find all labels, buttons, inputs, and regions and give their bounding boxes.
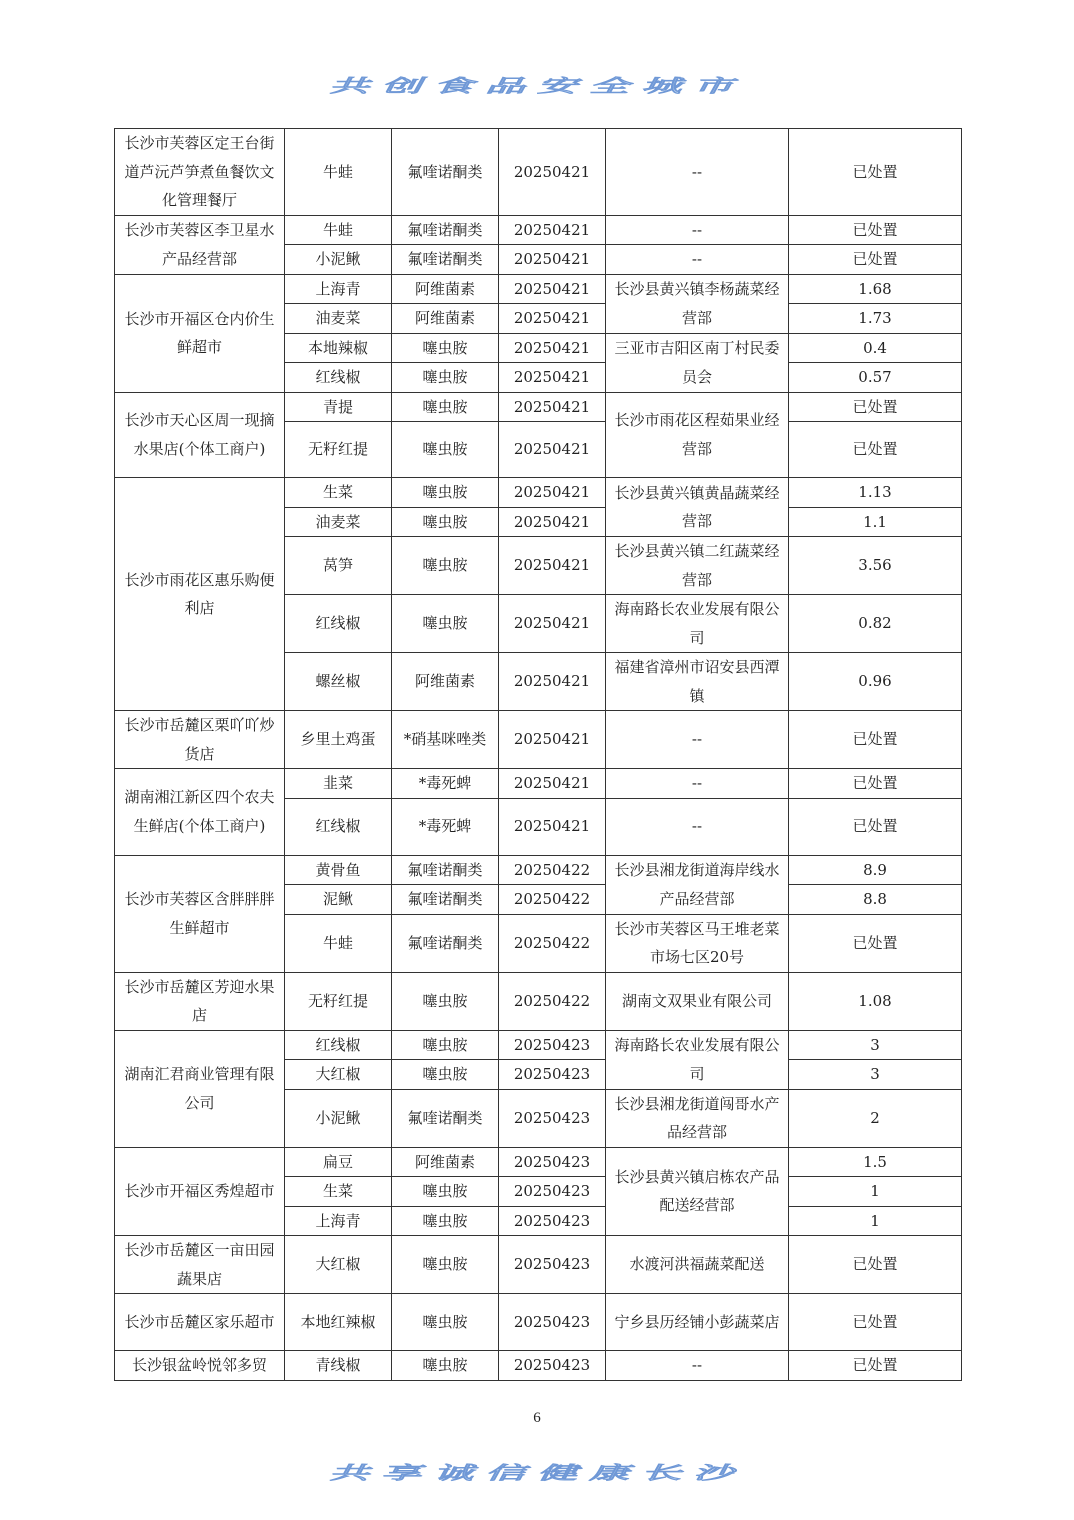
table-row [115, 392, 962, 422]
supplier-cell: 20250422 [499, 885, 606, 915]
date-cell: 20250421 [499, 653, 606, 711]
supplier-cell: 水渡河洪福蔬菜配送 [606, 1236, 789, 1294]
supplier-cell: 20250421 [499, 304, 606, 334]
food-cell: 青提 [285, 392, 392, 422]
supplier-cell: 长沙县黄兴镇启栋农产品配送经营部 [606, 1147, 789, 1236]
operator-cell: 长沙市岳麓区家乐超市 [115, 1294, 285, 1351]
supplier-cell: 20250421 [499, 363, 606, 393]
operator-cell: 长沙市岳麓区芳迎水果店 [115, 972, 285, 1030]
item-cell: 噻虫胺 [392, 478, 499, 508]
food-cell: 小泥鳅 [285, 245, 392, 275]
supplier-cell: -- [606, 129, 789, 216]
date-cell: 噻虫胺 [392, 1060, 499, 1090]
food-cell: 红线椒 [285, 798, 392, 855]
result-cell: 已处置 [789, 798, 962, 855]
table-row [115, 215, 962, 245]
item-cell: 阿维菌素 [392, 1147, 499, 1177]
date-cell: 噻虫胺 [392, 1177, 499, 1207]
result-cell: 1.08 [789, 972, 962, 1030]
supplier-cell: -- [606, 769, 789, 799]
operator-cell: 湖南汇君商业管理有限公司 [115, 1030, 285, 1147]
food-cell: 乡里土鸡蛋 [285, 711, 392, 769]
table-row [115, 855, 962, 885]
food-cell: 上海青 [285, 274, 392, 304]
result-cell: 0.96 [789, 653, 962, 711]
table-body [115, 129, 962, 1381]
operator-cell: 长沙市天心区周一现摘水果店(个体工商户) [115, 392, 285, 478]
header-slogan: 共创食品安全城市 [329, 75, 745, 97]
table-row [115, 129, 962, 216]
table-row [115, 972, 962, 1030]
result-cell: 0.82 [789, 595, 962, 653]
supplier-cell: -- [606, 1351, 789, 1381]
supplier-cell: 长沙市芙蓉区马王堆老菜市场七区20号 [606, 914, 789, 972]
result-cell: 0.57 [789, 363, 962, 393]
supplier-cell: -- [606, 798, 789, 855]
operator-cell: 长沙市开福区仓内价生鲜超市 [115, 274, 285, 392]
item-cell: 阿维菌素 [392, 274, 499, 304]
item-cell: 生菜 [285, 1177, 392, 1207]
table-row [115, 1351, 962, 1381]
date-cell: 20250423 [499, 1236, 606, 1294]
operator-cell: 长沙市雨花区惠乐购便利店 [115, 478, 285, 711]
result-cell: 3 [789, 1060, 962, 1090]
result-cell: 已处置 [789, 1236, 962, 1294]
result-cell: 已处置 [789, 129, 962, 216]
date-cell: 20250421 [499, 478, 606, 508]
date-cell: 20250422 [499, 972, 606, 1030]
supplier-cell: 湖南文双果业有限公司 [606, 972, 789, 1030]
result-cell: 已处置 [789, 392, 962, 422]
food-cell: 黄骨鱼 [285, 855, 392, 885]
item-cell: 噻虫胺 [392, 1236, 499, 1294]
date-cell: 20250421 [499, 215, 606, 245]
table-row [115, 478, 962, 508]
date-cell: 20250423 [499, 1147, 606, 1177]
result-cell: 已处置 [789, 1294, 962, 1351]
page-number: 6 [533, 1410, 541, 1426]
item-cell: 噻虫胺 [392, 1294, 499, 1351]
item-cell: 氟喹诺酮类 [392, 914, 499, 972]
result-cell: 1 [789, 1177, 962, 1207]
item-cell: 上海青 [285, 1206, 392, 1236]
date-cell: 20250421 [499, 595, 606, 653]
table-row [115, 1147, 962, 1177]
result-cell: 1.13 [789, 478, 962, 508]
food-cell: 莴笋 [285, 537, 392, 595]
result-cell: 1.1 [789, 507, 962, 537]
food-cell: 生菜 [285, 478, 392, 508]
food-cell: 本地红辣椒 [285, 1294, 392, 1351]
date-cell: 20250423 [499, 1030, 606, 1060]
item-cell: 噻虫胺 [392, 333, 499, 363]
item-cell: 阿维菌素 [392, 653, 499, 711]
date-cell: 20250421 [499, 711, 606, 769]
food-cell: 红线椒 [285, 1030, 392, 1060]
result-cell: 8.8 [789, 885, 962, 915]
food-cell: 牛蛙 [285, 129, 392, 216]
food-cell: 扁豆 [285, 1147, 392, 1177]
supplier-cell: -- [606, 245, 789, 275]
operator-cell: 长沙市芙蓉区含胖胖胖生鲜超市 [115, 855, 285, 972]
item-cell: 无籽红提 [285, 422, 392, 478]
supplier-cell: 三亚市吉阳区南丁村民委员会 [606, 333, 789, 392]
item-cell: 氟喹诺酮类 [392, 1089, 499, 1147]
result-cell: 3.56 [789, 537, 962, 595]
supplier-cell: 福建省漳州市诏安县西潭镇 [606, 653, 789, 711]
date-cell: 噻虫胺 [392, 363, 499, 393]
result-cell: 8.9 [789, 855, 962, 885]
date-cell: 噻虫胺 [392, 422, 499, 478]
result-cell: 0.4 [789, 333, 962, 363]
supplier-cell: 20250423 [499, 1206, 606, 1236]
result-cell: 1.68 [789, 274, 962, 304]
item-cell: 噻虫胺 [392, 1351, 499, 1381]
item-cell: 氟喹诺酮类 [392, 129, 499, 216]
food-cell: 红线椒 [285, 595, 392, 653]
date-cell: 噻虫胺 [392, 1206, 499, 1236]
date-cell: 阿维菌素 [392, 304, 499, 334]
food-cell: 大红椒 [285, 1236, 392, 1294]
date-cell: 20250421 [499, 537, 606, 595]
food-cell: 无籽红提 [285, 972, 392, 1030]
food-cell: 韭菜 [285, 769, 392, 799]
table-row [115, 274, 962, 304]
item-cell: 氟喹诺酮类 [392, 245, 499, 275]
result-cell: 1 [789, 1206, 962, 1236]
item-cell: 噻虫胺 [392, 537, 499, 595]
footer-slogan: 共享诚信健康长沙 [329, 1462, 745, 1484]
result-cell: 2 [789, 1089, 962, 1147]
operator-cell: 长沙市岳麓区一亩田园蔬果店 [115, 1236, 285, 1294]
result-cell: 3 [789, 1030, 962, 1060]
item-cell: 氟喹诺酮类 [392, 855, 499, 885]
supplier-cell: 20250421 [499, 507, 606, 537]
item-cell: 油麦菜 [285, 507, 392, 537]
item-cell: 泥鳅 [285, 885, 392, 915]
date-cell: 20250421 [499, 769, 606, 799]
food-cell: 牛蛙 [285, 215, 392, 245]
table-row [115, 711, 962, 769]
result-cell: 已处置 [789, 769, 962, 799]
item-cell: 噻虫胺 [392, 972, 499, 1030]
supplier-cell: 20250421 [499, 422, 606, 478]
operator-cell: 长沙市芙蓉区定王台街道芦沅芦笋煮鱼餐饮文化管理餐厅 [115, 129, 285, 216]
result-cell: 1.5 [789, 1147, 962, 1177]
table-row [115, 1294, 962, 1351]
supplier-cell: 20250423 [499, 1060, 606, 1090]
operator-cell: 长沙市开福区秀煌超市 [115, 1147, 285, 1236]
item-cell: *毒死蜱 [392, 798, 499, 855]
supplier-cell: -- [606, 215, 789, 245]
operator-cell: 长沙市岳麓区栗吖吖炒货店 [115, 711, 285, 769]
supplier-cell: 20250423 [499, 1177, 606, 1207]
item-cell: 噻虫胺 [392, 1030, 499, 1060]
supplier-cell: 长沙县湘龙街道闯哥水产品经营部 [606, 1089, 789, 1147]
supplier-cell: 长沙县黄兴镇黄晶蔬菜经营部 [606, 478, 789, 537]
date-cell: 20250421 [499, 129, 606, 216]
operator-cell: 长沙银盆岭悦邻多贸 [115, 1351, 285, 1381]
table-row [115, 769, 962, 799]
result-cell: 已处置 [789, 1351, 962, 1381]
date-cell: 20250422 [499, 914, 606, 972]
date-cell: 20250422 [499, 855, 606, 885]
item-cell: 噻虫胺 [392, 392, 499, 422]
food-cell: 小泥鳅 [285, 1089, 392, 1147]
date-cell: 20250421 [499, 798, 606, 855]
item-cell: 红线椒 [285, 363, 392, 393]
operator-cell: 长沙市芙蓉区李卫星水产品经营部 [115, 215, 285, 274]
operator-cell: 湖南湘江新区四个农夫生鲜店(个体工商户) [115, 769, 285, 856]
date-cell: 20250421 [499, 274, 606, 304]
date-cell: 20250421 [499, 245, 606, 275]
result-cell: 1.73 [789, 304, 962, 334]
result-cell: 已处置 [789, 422, 962, 478]
date-cell: 20250421 [499, 392, 606, 422]
food-cell: 牛蛙 [285, 914, 392, 972]
supplier-cell: 长沙市雨花区程茹果业经营部 [606, 392, 789, 478]
supplier-cell: -- [606, 711, 789, 769]
supplier-cell: 长沙县黄兴镇李杨蔬菜经营部 [606, 274, 789, 333]
food-cell: 本地辣椒 [285, 333, 392, 363]
item-cell: *硝基咪唑类 [392, 711, 499, 769]
result-cell: 已处置 [789, 711, 962, 769]
date-cell: 20250423 [499, 1294, 606, 1351]
supplier-cell: 长沙县黄兴镇二红蔬菜经营部 [606, 537, 789, 595]
food-cell: 青线椒 [285, 1351, 392, 1381]
item-cell: 噻虫胺 [392, 595, 499, 653]
date-cell: 20250423 [499, 1351, 606, 1381]
item-cell: 油麦菜 [285, 304, 392, 334]
supplier-cell: 海南路长农业发展有限公司 [606, 1030, 789, 1089]
result-cell: 已处置 [789, 215, 962, 245]
item-cell: 大红椒 [285, 1060, 392, 1090]
result-cell: 已处置 [789, 914, 962, 972]
supplier-cell: 宁乡县历经铺小彭蔬菜店 [606, 1294, 789, 1351]
date-cell: 20250421 [499, 333, 606, 363]
date-cell: 20250423 [499, 1089, 606, 1147]
table-row [115, 1030, 962, 1060]
supplier-cell: 长沙县湘龙街道海岸线水产品经营部 [606, 855, 789, 914]
inspection-table [114, 128, 962, 1381]
item-cell: 氟喹诺酮类 [392, 215, 499, 245]
food-cell: 螺丝椒 [285, 653, 392, 711]
date-cell: 氟喹诺酮类 [392, 885, 499, 915]
table-row [115, 1236, 962, 1294]
supplier-cell: 海南路长农业发展有限公司 [606, 595, 789, 653]
result-cell: 已处置 [789, 245, 962, 275]
item-cell: *毒死蜱 [392, 769, 499, 799]
date-cell: 噻虫胺 [392, 507, 499, 537]
